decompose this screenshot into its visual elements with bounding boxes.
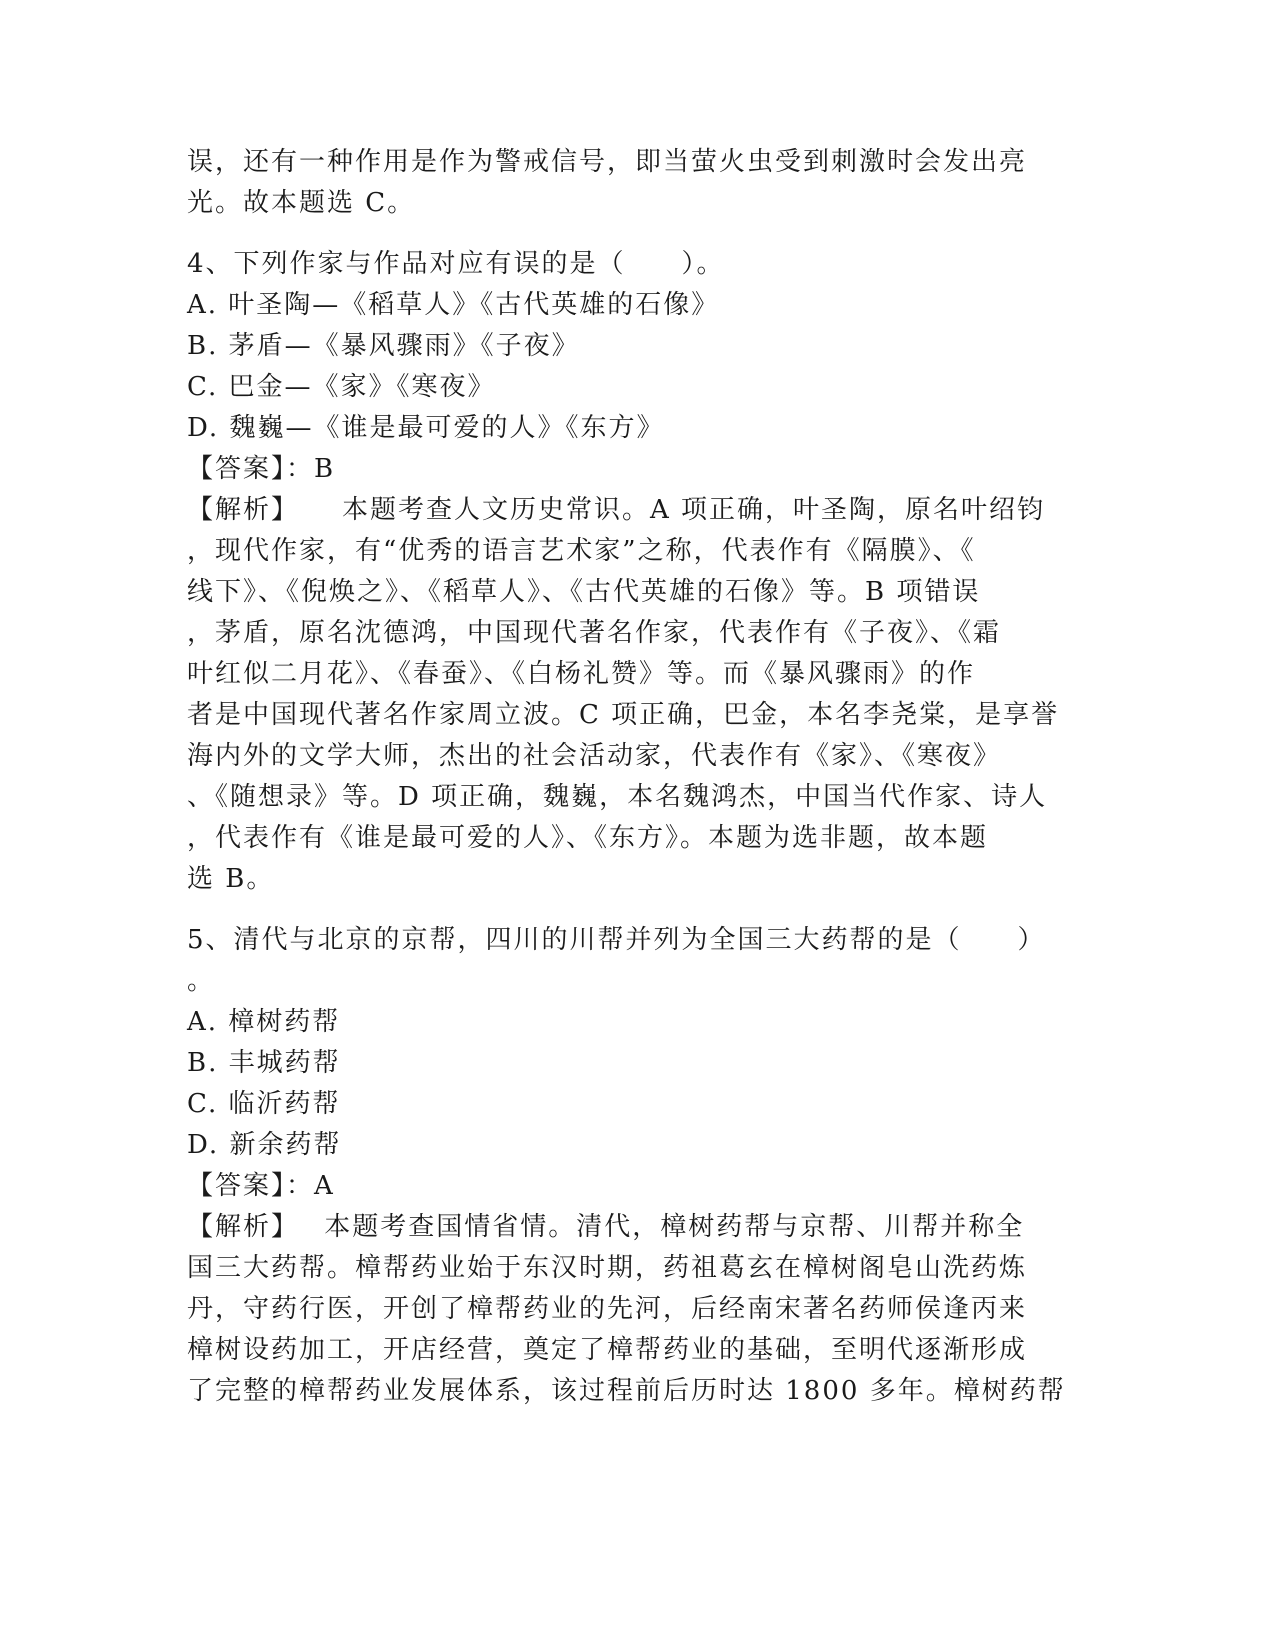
- question-5-analysis: 樟树设药加工，开店经营，奠定了樟帮药业的基础，至明代逐渐形成: [187, 1335, 1028, 1365]
- question-5-option-c: C. 临沂药帮: [187, 1089, 341, 1119]
- question-4-analysis: 、《随想录》等。D 项正确，魏巍，本名魏鸿杰，中国当代作家、诗人: [187, 782, 1048, 812]
- question-4-analysis: 【解析】 本题考查人文历史常识。A 项正确，叶圣陶，原名叶绍钧: [187, 495, 1046, 525]
- question-4-analysis: 选 B。: [187, 864, 275, 894]
- question-4-analysis: 者是中国现代著名作家周立波。C 项正确，巴金，本名李尧棠，是享誉: [187, 700, 1060, 730]
- question-4-option-c: C. 巴金—《家》《寒夜》: [187, 372, 496, 402]
- question-4-answer: 【答案】：B: [187, 454, 336, 484]
- question-5-stem: 。: [187, 966, 216, 996]
- question-4-analysis: 叶红似二月花》、《春蚕》、《白杨礼赞》等。而《暴风骤雨》的作: [187, 659, 976, 689]
- question-5-option-a: A. 樟树药帮: [187, 1007, 341, 1037]
- text-line: 光。故本题选 C。: [187, 188, 416, 218]
- question-5-stem: 5、清代与北京的京帮，四川的川帮并列为全国三大药帮的是（ ）: [187, 925, 1046, 955]
- question-4-stem: 4、下列作家与作品对应有误的是（ ）。: [187, 249, 725, 279]
- question-4-option-a: A. 叶圣陶—《稻草人》《古代英雄的石像》: [187, 290, 720, 320]
- question-4-analysis: 海内外的文学大师，杰出的社会活动家，代表作有《家》、《寒夜》: [187, 741, 1002, 771]
- question-5-option-d: D. 新余药帮: [187, 1130, 342, 1160]
- question-4-analysis: ，代表作有《谁是最可爱的人》、《东方》。本题为选非题，故本题: [187, 823, 989, 853]
- text-line: 误，还有一种作用是作为警戒信号，即当萤火虫受到刺激时会发出亮: [187, 147, 1028, 177]
- question-5-analysis: 【解析】 本题考查国情省情。清代，樟树药帮与京帮、川帮并称全: [187, 1212, 1025, 1242]
- question-4-option-b: B. 茅盾—《暴风骤雨》《子夜》: [187, 331, 580, 361]
- question-5-answer: 【答案】：A: [187, 1171, 335, 1201]
- question-5-analysis: 国三大药帮。樟帮药业始于东汉时期，药祖葛玄在樟树阁皂山洗药炼: [187, 1253, 1028, 1283]
- question-4-analysis: ，现代作家，有“优秀的语言艺术家”之称，代表作有《隔膜》、《: [187, 536, 976, 566]
- question-4-analysis: ，茅盾，原名沈德鸿，中国现代著名作家，代表作有《子夜》、《霜: [187, 618, 1002, 648]
- question-4-analysis: 线下》、《倪焕之》、《稻草人》、《古代英雄的石像》等。B 项错误: [187, 577, 981, 607]
- question-5-analysis: 了完整的樟帮药业发展体系，该过程前后历时达 1800 多年。樟树药帮: [187, 1376, 1066, 1406]
- question-4-option-d: D. 魏巍—《谁是最可爱的人》《东方》: [187, 413, 665, 443]
- question-5-analysis: 丹，守药行医，开创了樟帮药业的先河，后经南宋著名药师侯逢丙来: [187, 1294, 1028, 1324]
- question-5-option-b: B. 丰城药帮: [187, 1048, 341, 1078]
